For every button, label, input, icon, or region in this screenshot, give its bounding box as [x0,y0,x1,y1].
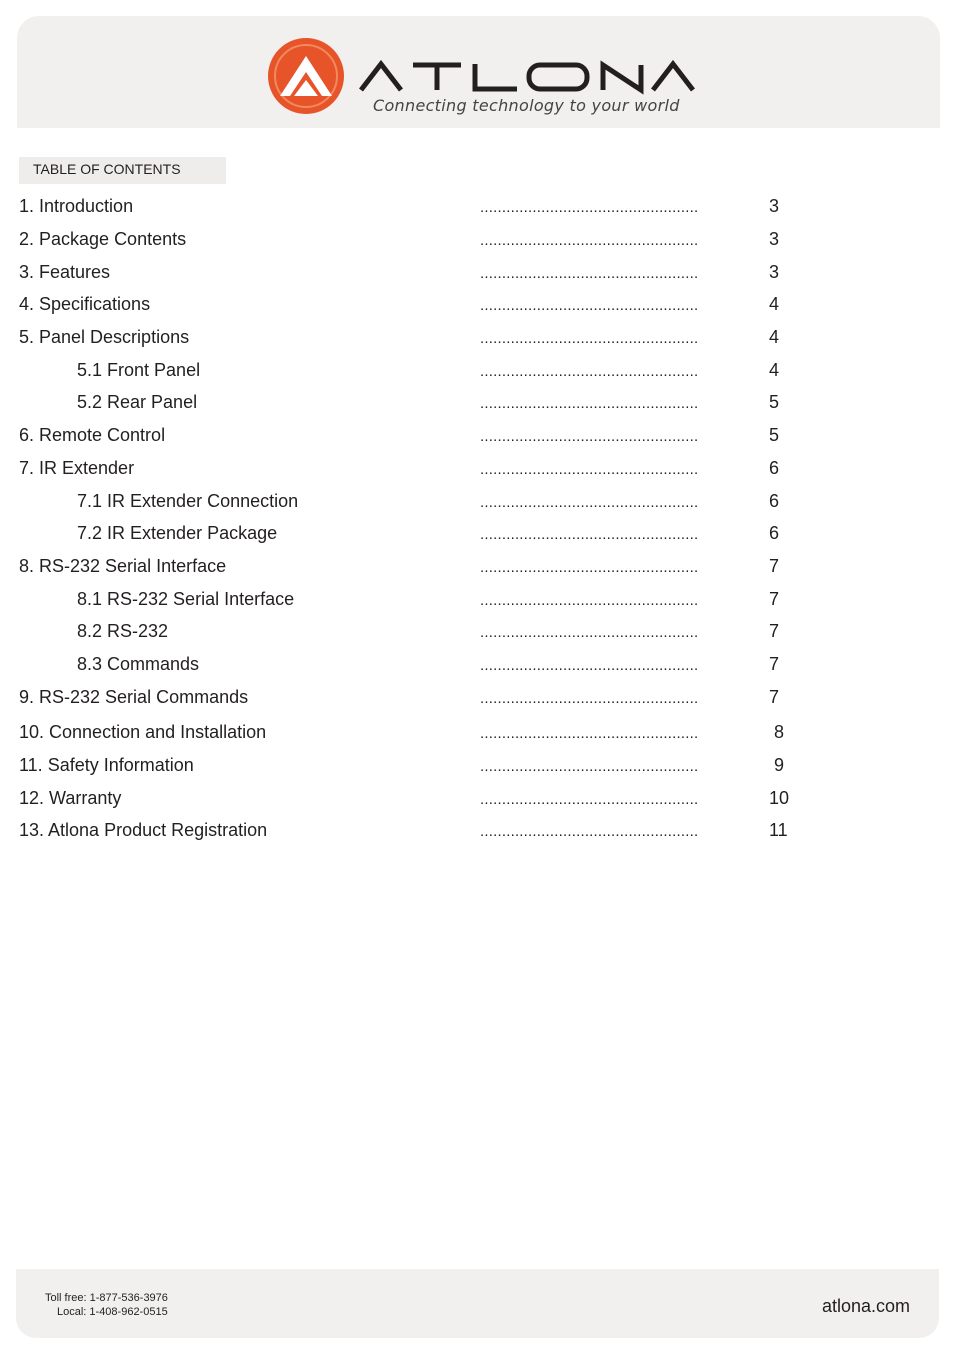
toc-dot-leader: .................................................. [480,297,699,314]
toc-entry[interactable] [0,755,954,779]
toc-entry-page: 4 [769,327,780,347]
toc-dot-leader: .................................................. [480,690,699,707]
toc-entry-title: 3. Features [19,262,111,282]
toc-entry-title: 7.1 IR Extender Connection [77,491,299,511]
toc-dot-leader: .................................................. [480,657,699,674]
toc-entry-page: 7 [769,687,780,707]
page-footer [16,1269,939,1338]
toc-entry-title: 1. Introduction [19,196,134,216]
toc-entry[interactable] [0,425,954,449]
toc-dot-leader: .................................................. [480,363,699,380]
toc-entry-title: 8.2 RS-232 [77,621,169,641]
atlona-wordmark [357,58,697,98]
toc-dot-leader: .................................................. [480,791,699,808]
toc-dot-leader: .................................................. [480,395,699,412]
toc-entry-title: 8.3 Commands [77,654,200,674]
toc-dot-leader: .................................................. [480,559,699,576]
toc-entry-title: 4. Specifications [19,294,151,314]
toc-dot-leader: .................................................. [480,823,699,840]
toc-entry[interactable] [0,788,954,812]
toc-dot-leader: .................................................. [480,526,699,543]
toc-entry-page: 7 [769,621,780,641]
toc-entry-page: 6 [769,491,780,511]
toc-heading: TABLE OF CONTENTS [19,157,226,184]
toc-entry[interactable] [0,458,954,482]
toc-entry-title: 5.2 Rear Panel [77,392,198,412]
toc-entry-title: 10. Connection and Installation [19,722,267,742]
toc-entry-page: 7 [769,654,780,674]
toll-free-number: Toll free: 1-877-536-3976 [45,1292,168,1304]
toc-entry-title: 7. IR Extender [19,458,135,478]
atlona-logo-icon [266,36,346,116]
toc-entry-page: 5 [769,392,780,412]
toc-entry[interactable] [0,196,954,220]
toc-dot-leader: .................................................. [480,232,699,249]
toc-entry-title: 2. Package Contents [19,229,187,249]
toc-entry[interactable] [0,491,954,515]
toc-entry-title: 9. RS-232 Serial Commands [19,687,249,707]
toc-entry-page: 11 [769,820,788,840]
toc-entry-page: 6 [769,523,780,543]
toc-entry[interactable] [0,327,954,351]
toc-entry[interactable] [0,687,954,711]
toc-entry-title: 6. Remote Control [19,425,166,445]
toc-entry[interactable] [0,820,954,844]
toc-entry[interactable] [0,621,954,645]
toc-entry-page: 4 [769,294,780,314]
website-link[interactable]: atlona.com [821,1296,910,1316]
toc-dot-leader: .................................................. [480,592,699,609]
toc-entry[interactable] [0,392,954,416]
brand-tagline: Connecting technology to your world [373,96,680,115]
toc-entry-page: 3 [769,262,780,282]
toc-entry-page: 3 [769,196,780,216]
toc-dot-leader: .................................................. [480,330,699,347]
toc-dot-leader: .................................................. [480,265,699,282]
toc-entry-title: 12. Warranty [19,788,122,808]
toc-entry-title: 5.1 Front Panel [77,360,201,380]
toc-entry-title: 8. RS-232 Serial Interface [19,556,227,576]
toc-dot-leader: .................................................. [480,758,699,775]
toc-entry[interactable] [0,294,954,318]
toc-entry-title: 13. Atlona Product Registration [19,820,268,840]
toc-dot-leader: .................................................. [480,494,699,511]
toc-entry[interactable] [0,262,954,286]
page-header [17,16,940,128]
toc-dot-leader: .................................................. [480,199,699,216]
toc-entry-page: 7 [769,589,780,609]
toc-entry[interactable] [0,654,954,678]
toc-entry[interactable] [0,556,954,580]
toc-dot-leader: .................................................. [480,428,699,445]
toc-entry-title: 7.2 IR Extender Package [77,523,278,543]
toc-entry-title: 5. Panel Descriptions [19,327,190,347]
toc-entry[interactable] [0,229,954,253]
toc-entry-page: 10 [769,788,790,808]
toc-entry-page: 7 [769,556,780,576]
toc-entry-page: 4 [769,360,780,380]
registered-mark: ® [684,80,689,86]
toc-dot-leader: .................................................. [480,461,699,478]
toc-entry[interactable] [0,523,954,547]
local-number: Local: 1-408-962-0515 [57,1306,168,1318]
toc-entry[interactable] [0,589,954,613]
toc-entry-page: 5 [769,425,780,445]
toc-entry-page: 9 [774,755,785,775]
toc-entry-page: 3 [769,229,780,249]
toc-dot-leader: .................................................. [480,624,699,641]
toc-entry-page: 8 [774,722,785,742]
toc-entry-title: 8.1 RS-232 Serial Interface [77,589,295,609]
toc-entry[interactable] [0,360,954,384]
toc-dot-leader: .................................................. [480,725,699,742]
toc-entry[interactable] [0,722,954,746]
toc-entry-title: 11. Safety Information [19,755,194,775]
toc-entry-page: 6 [769,458,780,478]
